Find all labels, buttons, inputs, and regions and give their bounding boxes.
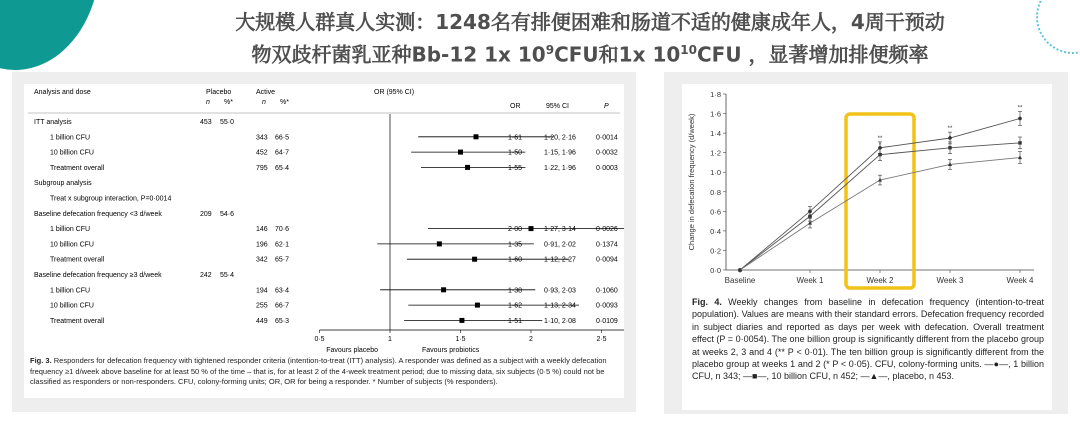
- forest-row-active-n: 255: [256, 302, 268, 310]
- forest-row-ci: 1·15, 1·96: [544, 149, 576, 157]
- forest-row-or: 1·60: [508, 256, 523, 264]
- forest-header-ci: 95% CI: [546, 103, 569, 110]
- forest-row-ci: 0·91, 2·02: [544, 241, 576, 249]
- chart-significance-mark: *: [948, 135, 952, 142]
- forest-plot-figure: [24, 84, 624, 398]
- forest-row-placebo-n: 453: [200, 119, 212, 126]
- decorative-corner-shape: [0, 0, 100, 70]
- forest-row-label: 1 billion CFU: [50, 226, 91, 234]
- forest-row-p: 0·0026: [596, 226, 618, 234]
- forest-row-p: 0·0014: [596, 134, 618, 142]
- forest-axis-right-label: Favours probiotics: [422, 347, 480, 354]
- forest-row-ci: 1·13, 2·34: [544, 302, 576, 310]
- forest-row-label: Treat x subgroup interaction, P=0·0014: [50, 195, 172, 203]
- chart-point-square: [878, 153, 881, 156]
- forest-row-label: 10 billion CFU: [50, 302, 94, 310]
- forest-or-marker: [459, 318, 464, 323]
- forest-row-label: 10 billion CFU: [50, 241, 94, 249]
- forest-row-label: Treatment overall: [50, 256, 105, 264]
- forest-row-active-pct: 65·4: [275, 164, 290, 172]
- chart-y-tick-label: 1·0: [710, 168, 721, 178]
- title-line-2-part-b: CFU和1x 10: [554, 42, 681, 67]
- title-line-1: 大规模人群真人实测：1248名有排便困难和肠道不适的健康成年人，4周干预动: [235, 10, 945, 34]
- forest-header-active-pct: %*: [280, 99, 289, 106]
- forest-axis-left-label: Favours placebo: [326, 347, 378, 354]
- forest-row-placebo-n: 242: [200, 272, 212, 279]
- forest-row-active-pct: 64·7: [275, 149, 290, 157]
- forest-row-placebo-pct: 55·0: [220, 119, 235, 126]
- forest-or-marker: [465, 165, 470, 170]
- fig3-caption: [30, 356, 622, 388]
- forest-plot: [24, 84, 624, 354]
- fig4-caption-text: Weekly changes from baseline in defecation frequency (intention-to-treat population). Values are means with their standard errors. Defecation frequency recorded in subject diaries and reported as days per week with defecation. Overall treatment effect (P = 0·0054). The one billion group is significantly different from the placebo group at weeks 2, 3 and 4 (** P < 0·01). The ten billion group is significantly different from the placebo group at weeks 1 and 2 (* P < 0·05). CFU, colony-forming units. —●—, 1 billion CFU, n 343; —■—, 10 billion CFU, n 452; —▲—, placebo, n 453.: [692, 297, 1044, 382]
- forest-axis-tick-label: 0·5: [314, 336, 325, 343]
- forest-row-label: Treatment overall: [50, 317, 105, 325]
- forest-row-or: 1·35: [508, 241, 523, 249]
- forest-row-or: 1·38: [508, 287, 523, 295]
- line-chart: [682, 84, 1052, 294]
- chart-y-tick-label: 1·6: [710, 109, 721, 119]
- forest-row-ci: 0·93, 2·03: [544, 287, 576, 295]
- forest-row-active-n: 449: [256, 317, 268, 325]
- chart-y-tick-label: 0·0: [710, 266, 721, 275]
- forest-or-marker: [529, 226, 534, 231]
- forest-axis-tick-label: 1: [388, 336, 392, 343]
- forest-header-placebo-pct: %*: [224, 99, 233, 106]
- title-superscript-10: 10: [680, 43, 697, 57]
- forest-row-or: 1·50: [508, 149, 523, 157]
- chart-point-square: [808, 215, 811, 218]
- slide-title: [150, 8, 1030, 69]
- forest-row-p: 0·0109: [596, 317, 618, 325]
- forest-row-label: 1 billion CFU: [50, 287, 91, 295]
- chart-significance-mark: **: [947, 126, 953, 133]
- forest-row-active-pct: 63·4: [275, 287, 290, 295]
- forest-row-ci: 1·20, 2·16: [544, 134, 576, 142]
- chart-y-tick-label: 0·4: [710, 226, 721, 236]
- line-chart-figure: [682, 84, 1052, 410]
- title-superscript-9: 9: [545, 43, 555, 57]
- forest-or-marker: [458, 150, 463, 155]
- title-line-2: [150, 36, 1030, 69]
- forest-row-or: 1·61: [508, 134, 523, 142]
- forest-row-p: 0·1060: [596, 287, 618, 295]
- fig4-caption-label: Fig. 4.: [692, 297, 722, 307]
- forest-row-active-n: 452: [256, 149, 268, 157]
- forest-row-or: 1·62: [508, 302, 523, 310]
- forest-row-placebo-pct: 54·6: [220, 210, 235, 218]
- chart-x-tick-label: Week 2: [866, 276, 894, 285]
- chart-y-tick-label: 0·2: [710, 246, 721, 256]
- forest-or-marker: [441, 287, 446, 292]
- chart-y-tick-label: 0·8: [710, 187, 721, 197]
- chart-point-triangle: [808, 221, 812, 225]
- forest-row-active-pct: 66·5: [275, 134, 290, 142]
- forest-row-label: Baseline defecation frequency <3 d/week: [34, 210, 162, 218]
- forest-row-or: 1·51: [508, 317, 523, 325]
- forest-or-marker: [475, 303, 480, 308]
- forest-row-ci: 1·27, 3·14: [544, 226, 576, 234]
- fig4-caption: [692, 296, 1044, 383]
- chart-y-tick-label: 1·2: [710, 148, 721, 158]
- chart-significance-mark: **: [877, 135, 883, 142]
- forest-row-label: 1 billion CFU: [50, 134, 91, 142]
- forest-row-p: 0·0094: [596, 256, 618, 264]
- forest-row-label: 10 billion CFU: [50, 149, 94, 157]
- forest-row-ci: 1·22, 1·96: [544, 164, 576, 172]
- forest-header-analysis: Analysis and dose: [34, 89, 91, 96]
- forest-row-active-n: 196: [256, 241, 268, 249]
- chart-x-tick-label: Week 4: [1006, 276, 1034, 285]
- chart-point-circle: [1018, 117, 1022, 121]
- forest-header-active-n: n: [262, 99, 266, 106]
- fig3-caption-text: Responders for defecation frequency with tightened responder criteria (intention-to-treat (ITT) analysis). A responder was defined as a subject with a weekly defecation frequency ≥1 d/week above baseline for at least 50 % of the time – that is, for at least 2 of the 4-week treatment period; due to missing data, six subjects (0·5 %) could not be classified as responders or non-responders. CFU, colony-forming units; OR, OR for being a responder. * Number of subjects (% responders).: [30, 356, 607, 386]
- forest-or-marker: [474, 134, 479, 139]
- forest-row-p: 0·1374: [596, 241, 618, 249]
- forest-row-active-pct: 65·3: [275, 317, 290, 325]
- forest-row-active-pct: 62·1: [275, 241, 290, 249]
- fig3-caption-label: Fig. 3.: [30, 356, 52, 365]
- chart-x-tick-label: Baseline: [724, 276, 756, 285]
- forest-row-ci: 1·10, 2·08: [544, 317, 576, 325]
- forest-header-placebo: Placebo: [206, 89, 232, 96]
- forest-row-active-pct: 66·7: [275, 302, 290, 310]
- forest-row-active-n: 795: [256, 164, 268, 172]
- chart-series-line: [740, 158, 1020, 270]
- chart-point-square: [1018, 141, 1021, 144]
- forest-row-p: 0·0003: [596, 164, 618, 172]
- decorative-dotted-circle: [1036, 0, 1080, 54]
- forest-row-or: 2·00: [508, 226, 523, 234]
- chart-y-tick-label: 1·4: [710, 129, 721, 139]
- forest-row-ci: 1·12, 2·27: [544, 256, 576, 264]
- forest-row-p: 0·0032: [596, 149, 618, 157]
- forest-row-label: Baseline defecation frequency ≥3 d/week: [34, 272, 162, 279]
- forest-header-p: P: [604, 103, 609, 110]
- forest-row-active-pct: 70·6: [275, 226, 290, 234]
- title-line-2-part-a: 物双歧杆菌乳亚种Bb-12 1x 10: [251, 42, 546, 67]
- forest-row-label: Subgroup analysis: [34, 180, 92, 188]
- chart-x-tick-label: Week 1: [796, 276, 824, 285]
- forest-header-placebo-n: n: [206, 99, 210, 106]
- forest-row-active-n: 342: [256, 256, 268, 264]
- forest-axis-tick-label: 2·5: [596, 336, 607, 343]
- forest-axis-tick-label: 2: [529, 336, 533, 343]
- forest-row-or: 1·55: [508, 164, 523, 172]
- forest-header-or-ci: OR (95% CI): [374, 89, 415, 96]
- forest-row-placebo-pct: 55·4: [220, 272, 235, 279]
- forest-row-active-pct: 65·7: [275, 256, 290, 264]
- chart-x-tick-label: Week 3: [936, 276, 964, 285]
- forest-header-or: OR: [510, 103, 521, 110]
- chart-point-square: [948, 146, 951, 149]
- forest-row-active-n: 146: [256, 226, 268, 234]
- chart-significance-mark: *: [878, 142, 882, 149]
- chart-significance-mark: **: [1017, 105, 1023, 112]
- forest-or-marker: [437, 241, 442, 246]
- forest-row-label: ITT analysis: [34, 119, 72, 126]
- chart-y-axis-label: Change in defecation frequency (d/week): [687, 113, 696, 251]
- chart-y-tick-label: 0·6: [710, 207, 721, 217]
- forest-row-p: 0·0093: [596, 302, 618, 310]
- forest-or-marker: [472, 257, 477, 262]
- forest-row-active-n: 343: [256, 134, 268, 142]
- forest-row-label: Treatment overall: [50, 164, 105, 172]
- forest-row-active-n: 194: [256, 287, 268, 295]
- title-line-2-part-c: CFU ，显著增加排便频率: [697, 42, 929, 67]
- forest-axis-tick-label: 1·5: [455, 336, 466, 343]
- forest-row-placebo-n: 209: [200, 210, 212, 218]
- forest-header-active: Active: [256, 89, 276, 96]
- chart-y-tick-label: 1·8: [710, 90, 721, 99]
